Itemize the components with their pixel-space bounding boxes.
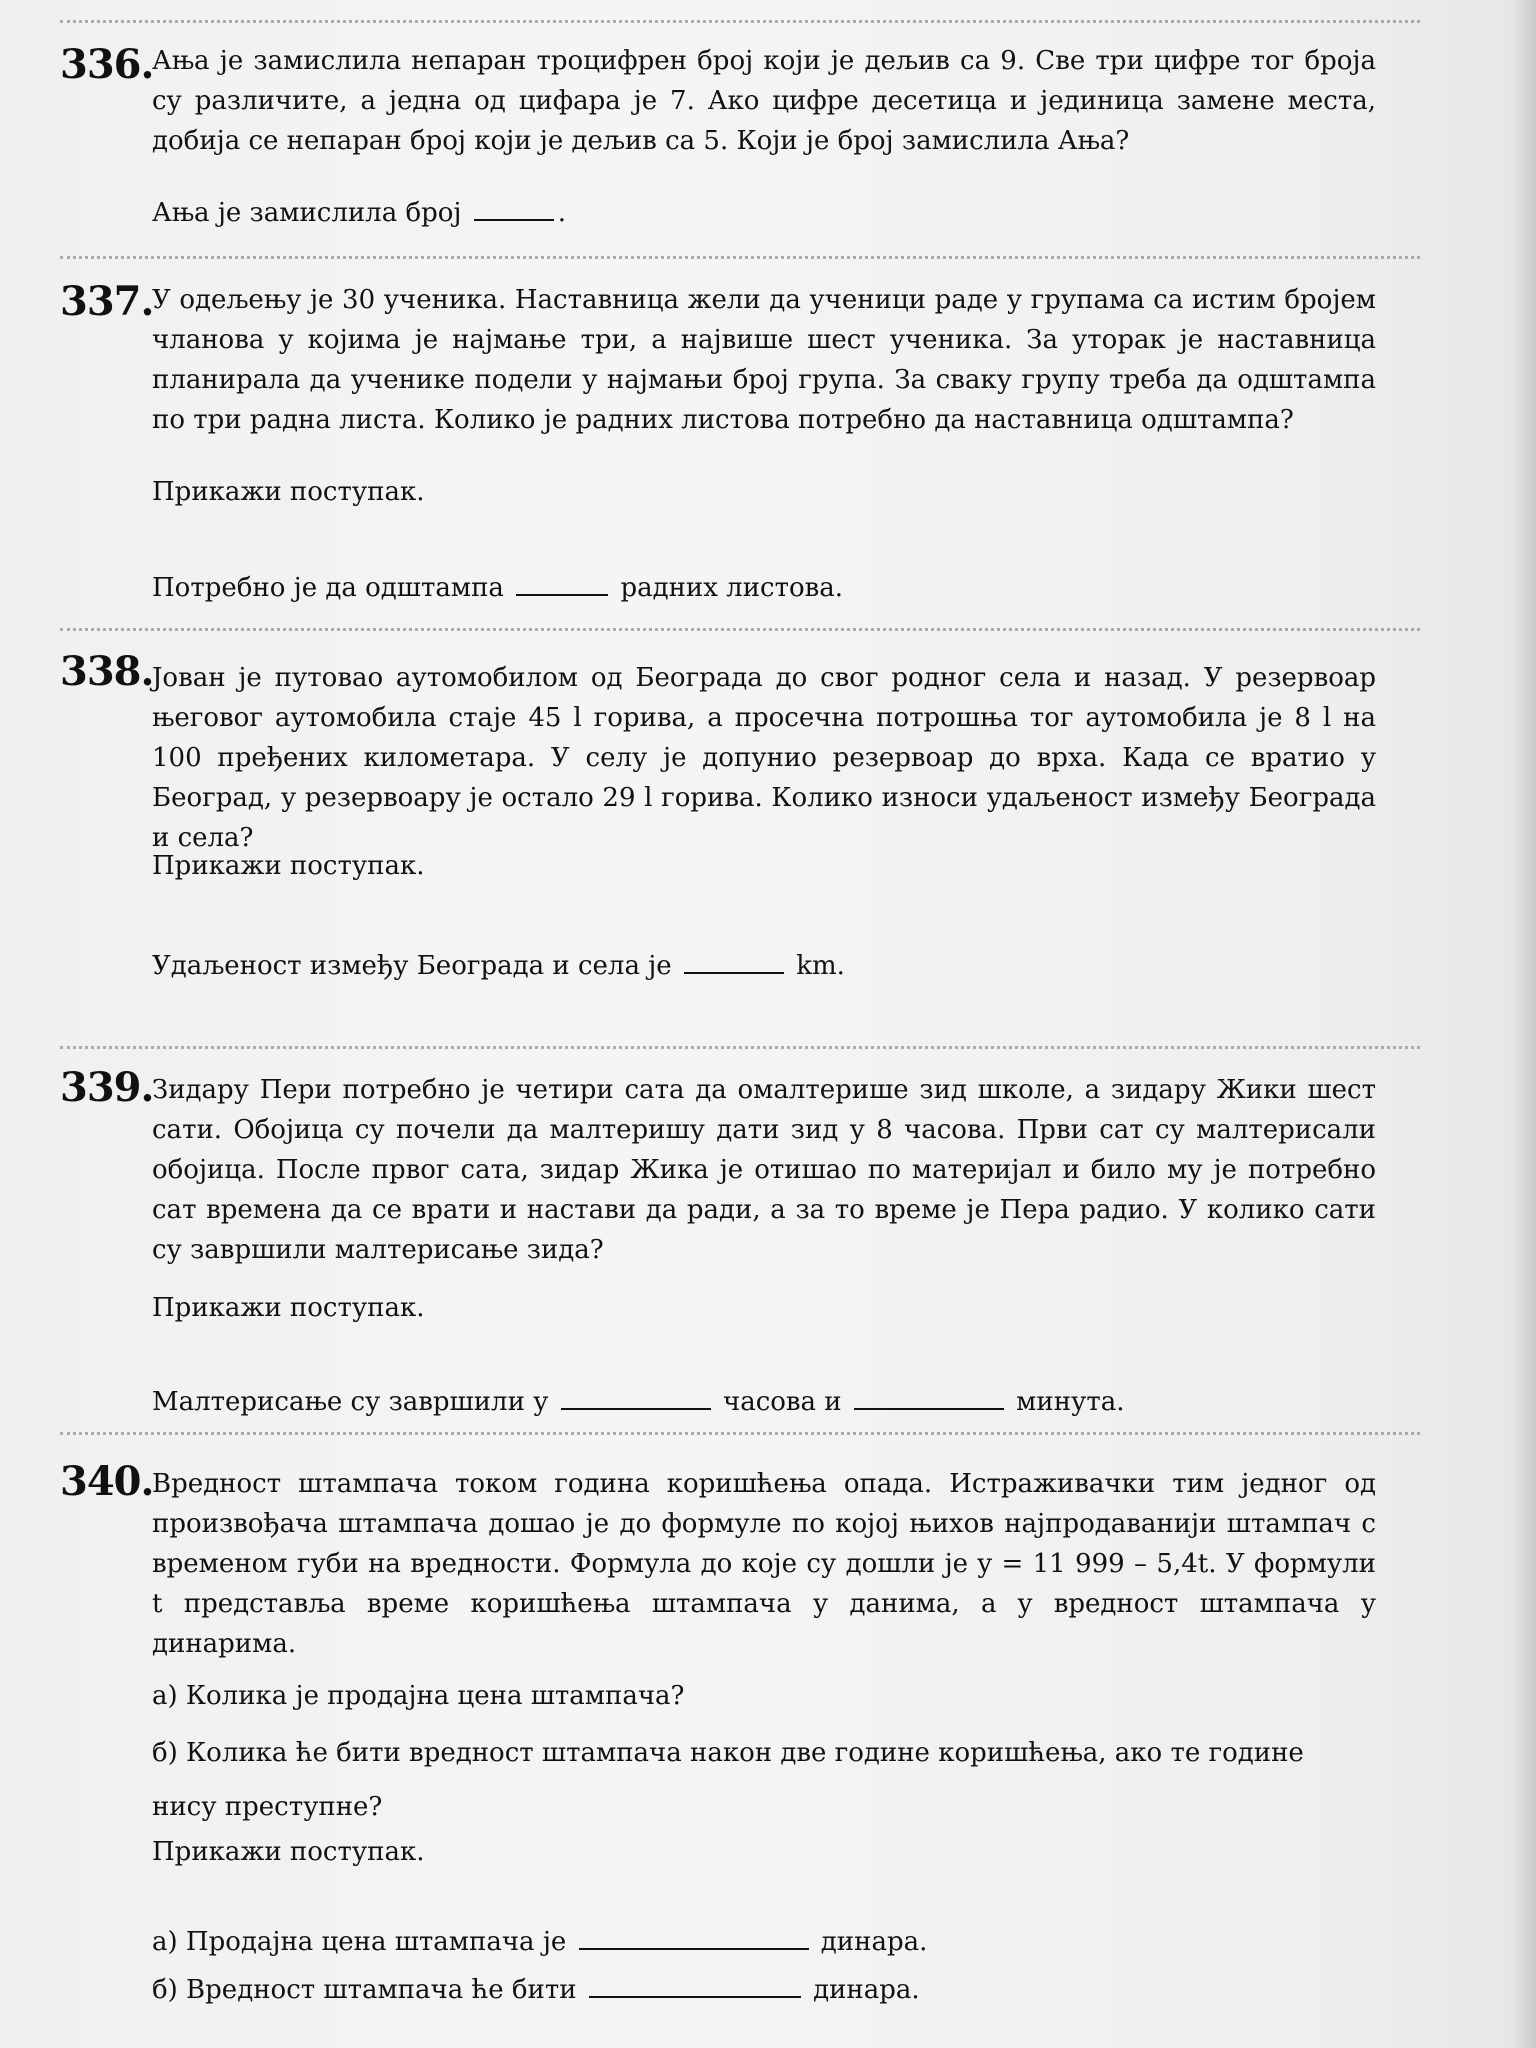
answer-b-end: динара. (813, 1975, 920, 2005)
problem-text: Зидару Пери потребно је четири сата да омалтерише зид школе, а зидару Жики шест сати. Обојица су почели да малтеришу дати зид у 8 часова. Први сат су малтерисали обојица. После првог сата, зидар Жика је отишао по материјал и било му је потребно сат времена да се врати и настави да ради, а за то време је Пера радио. У колико сати су завршили малтерисање зида? (152, 1075, 1376, 1265)
answer-end: . (557, 198, 567, 228)
procedure-label: Прикажи поступак. (152, 477, 425, 507)
answer-blank[interactable] (684, 946, 784, 974)
problem-number: 336. (60, 41, 154, 88)
answer-label: Удаљеност између Београда и села је (152, 951, 672, 981)
answer-b-blank[interactable] (589, 1970, 801, 1998)
answer-end: радних листова. (620, 573, 844, 603)
procedure-label: Прикажи поступак. (152, 851, 425, 881)
answer-label: Малтерисање су завршили у (152, 1387, 549, 1417)
answer-label: Ања је замислила број (152, 198, 462, 228)
procedure-label: Прикажи поступак. (152, 1837, 425, 1867)
problem-336 (60, 41, 1380, 245)
problem-number: 337. (60, 278, 154, 325)
procedure-label: Прикажи поступак. (152, 1293, 425, 1323)
divider-336-337 (60, 256, 1420, 259)
problem-text: Ања је замислила непаран троцифрен број који је дељив са 9. Све три цифре тог броја су различите, а једна од цифара је 7. Ако цифре десетица и јединица замене места, добија се непаран број који је дељив са 5. Који је број замислила Ања? (152, 46, 1376, 156)
problem-337 (60, 278, 1380, 622)
answer-line (152, 946, 845, 986)
answer-blank-hours[interactable] (561, 1382, 711, 1410)
divider-339-340 (60, 1432, 1420, 1435)
problem-text: Вредност штампача током година коришћења опада. Истраживачки тим једног од произвођача штампача дошао је до формуле по којој њихов најпродаванији штампач с временом губи на вредности. Формула до које су дошли је y = 11 999 – 5,4t. У формули t представља време коришћења штампача у данима, а y вредност штампача у динарима. (152, 1469, 1376, 1659)
answer-line (152, 568, 843, 608)
answer-end: минута. (1016, 1387, 1125, 1417)
question-a: а) Колика је продајна цена штампача? (152, 1681, 685, 1711)
answer-line (152, 1382, 1125, 1422)
answer-blank[interactable] (474, 193, 554, 221)
page-edge-shadow (1512, 0, 1536, 2048)
answer-end: km. (796, 951, 845, 981)
answer-a-blank[interactable] (579, 1922, 809, 1950)
problem-text: У одељењу је 30 ученика. Наставница жели да ученици раде у групама са истим бројем чланова у којима је најмање три, а највише шест ученика. За уторак је наставница планирала да ученике подели у најмањи број група. За сваку групу треба да одштампа по три радна листа. Колико је радних листова потребно да наставница одштампа? (152, 285, 1376, 435)
answer-label: Потребно је да одштампа (152, 573, 504, 603)
divider-top (60, 20, 1420, 23)
problem-338 (60, 648, 1380, 1002)
problem-number: 338. (60, 648, 154, 695)
answer-blank[interactable] (516, 568, 608, 596)
problem-339 (60, 1064, 1380, 1438)
answer-a-line (152, 1922, 927, 1962)
answer-a-label: а) Продајна цена штампача је (152, 1927, 567, 1957)
problem-number: 340. (60, 1458, 154, 1505)
answer-a-end: динара. (820, 1927, 928, 1957)
problem-text: Јован је путовао аутомобилом од Београда до свог родног села и назад. У резервоар његовог аутомобила стаје 45 l горива, а просечна потрошња тог аутомобила је 8 l на 100 пређених километара. У селу је допунио резервоар до врха. Када се вратио у Београд, у резервоару је остало 29 l горива. Колико износи удаљеност између Београда и села? (152, 663, 1376, 853)
answer-mid: часова и (723, 1387, 842, 1417)
problem-340 (60, 1458, 1380, 2022)
answer-b-line (152, 1970, 920, 2010)
answer-b-label: б) Вредност штампача ће бити (152, 1975, 577, 2005)
answer-blank-minutes[interactable] (854, 1382, 1004, 1410)
problem-number: 339. (60, 1064, 154, 1111)
divider-337-338 (60, 628, 1420, 631)
answer-line (152, 193, 566, 233)
divider-338-339 (60, 1046, 1420, 1049)
question-b: б) Колика ће бити вредност штампача након две године коришћења, ако те године нису преступне? (152, 1738, 1304, 1822)
